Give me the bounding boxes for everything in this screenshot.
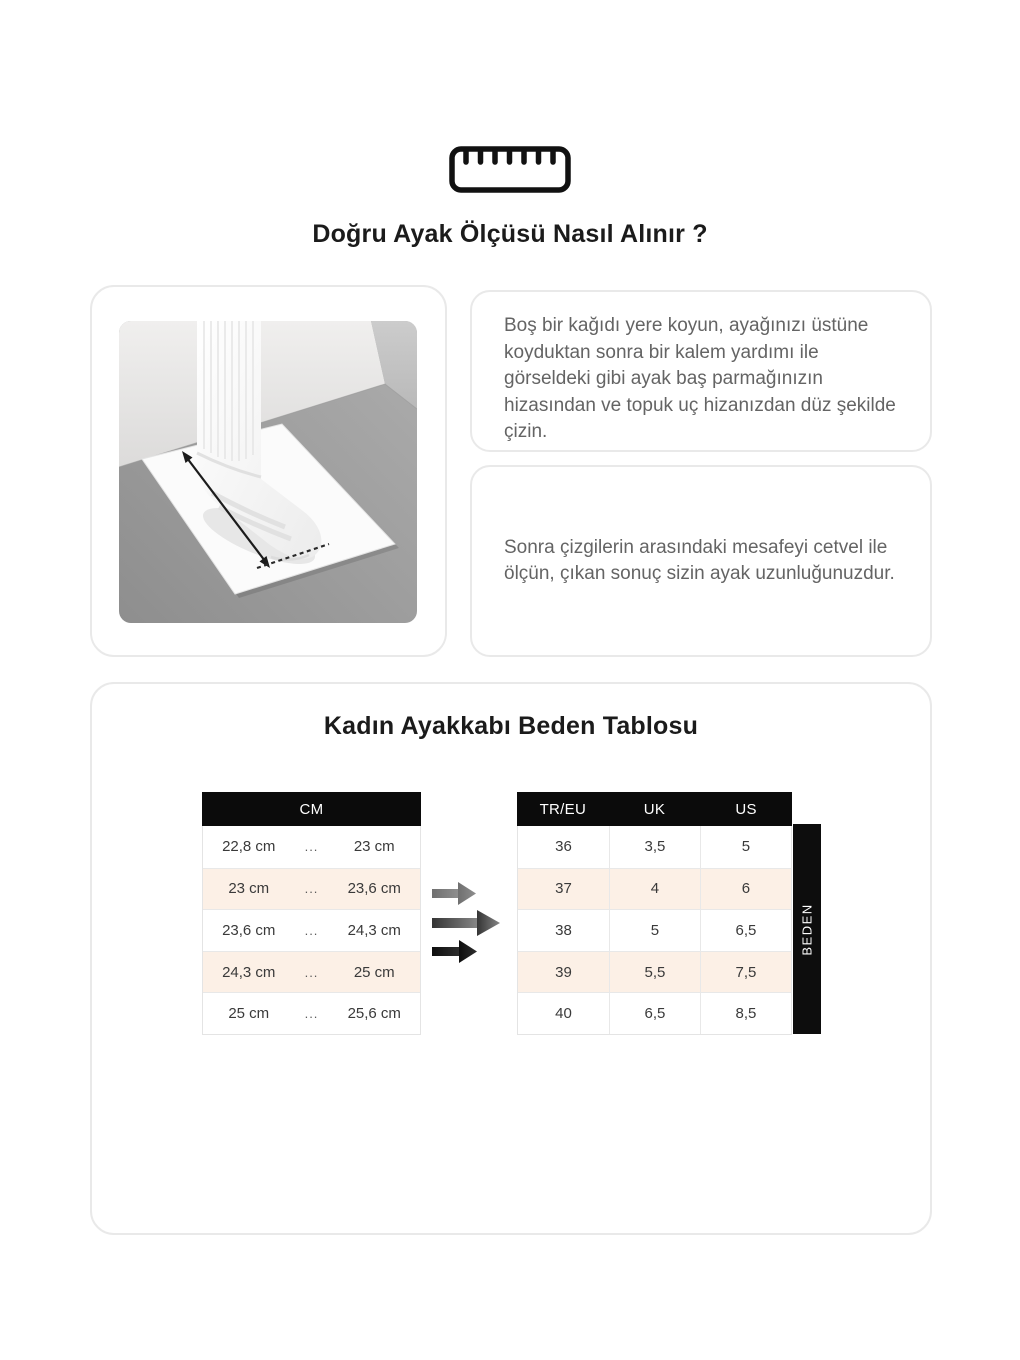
header-tr-eu: TR/EU [539,800,587,818]
cell-tr-eu: 38 [555,921,572,939]
cm-min: 23 cm [228,880,270,898]
size-conversion-table [517,792,792,1035]
instruction-box-1 [470,290,932,452]
size-row-4 [518,951,791,993]
foot-on-paper-illustration [119,321,417,623]
cm-max: 24,3 cm [347,921,401,939]
ruler-icon-wrap [0,146,1020,198]
size-row-2 [518,868,791,910]
cm-max: 23 cm [353,838,395,856]
cm-min: 25 cm [228,1005,270,1023]
cell-uk: 3,5 [609,826,700,868]
cm-table [202,792,421,1035]
cm-row-3 [203,909,420,951]
beden-label: BEDEN [799,902,815,956]
foot-measure-image-card [90,285,447,657]
cm-header-label: CM [299,800,324,818]
range-dots: ... [304,1006,319,1022]
instruction-text-1: Boş bir kağıdı yere koyun, ayağınızı üstüne koyduktan sonra bir kalem yardımı ile görseldeki gibi ayak baş parmağınızın hizasından ve topuk uç hizanızdan düz şekilde çizin. [504,315,896,442]
cell-us: 6 [700,869,791,910]
cm-table-body [202,826,421,1035]
cell-tr-eu: 39 [555,963,572,981]
header-uk: UK [643,800,666,818]
cell-tr-eu: 37 [555,880,572,898]
cm-max: 25,6 cm [347,1005,401,1023]
cell-uk: 6,5 [609,993,700,1034]
cell-us: 6,5 [700,910,791,951]
size-table-header-row [517,792,792,826]
header-us: US [735,800,757,818]
size-row-5 [518,992,791,1034]
cm-min: 22,8 cm [222,838,276,856]
size-table-title: Kadın Ayakkabı Beden Tablosu [323,712,699,740]
cm-max: 25 cm [353,963,395,981]
cm-row-5 [203,992,420,1034]
cm-min: 23,6 cm [222,921,276,939]
size-table-body [517,826,792,1035]
cm-row-2 [203,868,420,910]
cell-us: 8,5 [700,993,791,1034]
cell-us: 7,5 [700,952,791,993]
cell-uk: 5 [609,910,700,951]
cell-uk: 4 [609,869,700,910]
cell-tr-eu: 36 [555,838,572,856]
cm-min: 24,3 cm [222,963,276,981]
ruler-icon [449,146,571,193]
cell-tr-eu: 40 [555,1005,572,1023]
page-title: Doğru Ayak Ölçüsü Nasıl Alınır ? [312,220,708,248]
foot-measure-photo [119,321,417,623]
cell-uk: 5,5 [609,952,700,993]
cell-us: 5 [700,826,791,868]
range-dots: ... [304,964,319,980]
size-row-3 [518,909,791,951]
range-dots: ... [304,922,319,938]
triple-arrow-icon [431,877,509,963]
range-dots: ... [304,839,319,855]
range-dots: ... [304,881,319,897]
cm-row-1 [203,826,420,868]
size-row-1 [518,826,791,868]
cm-max: 23,6 cm [347,880,401,898]
conversion-arrows [431,877,509,968]
size-table-card [90,682,932,1235]
cm-row-4 [203,951,420,993]
instruction-box-2 [470,465,932,657]
instruction-text-2: Sonra çizgilerin arasındaki mesafeyi cetvel ile ölçün, çıkan sonuç sizin ayak uzunluğunuzdur. [504,536,895,584]
cm-table-header [202,792,421,826]
beden-side-label-bar [793,824,821,1034]
